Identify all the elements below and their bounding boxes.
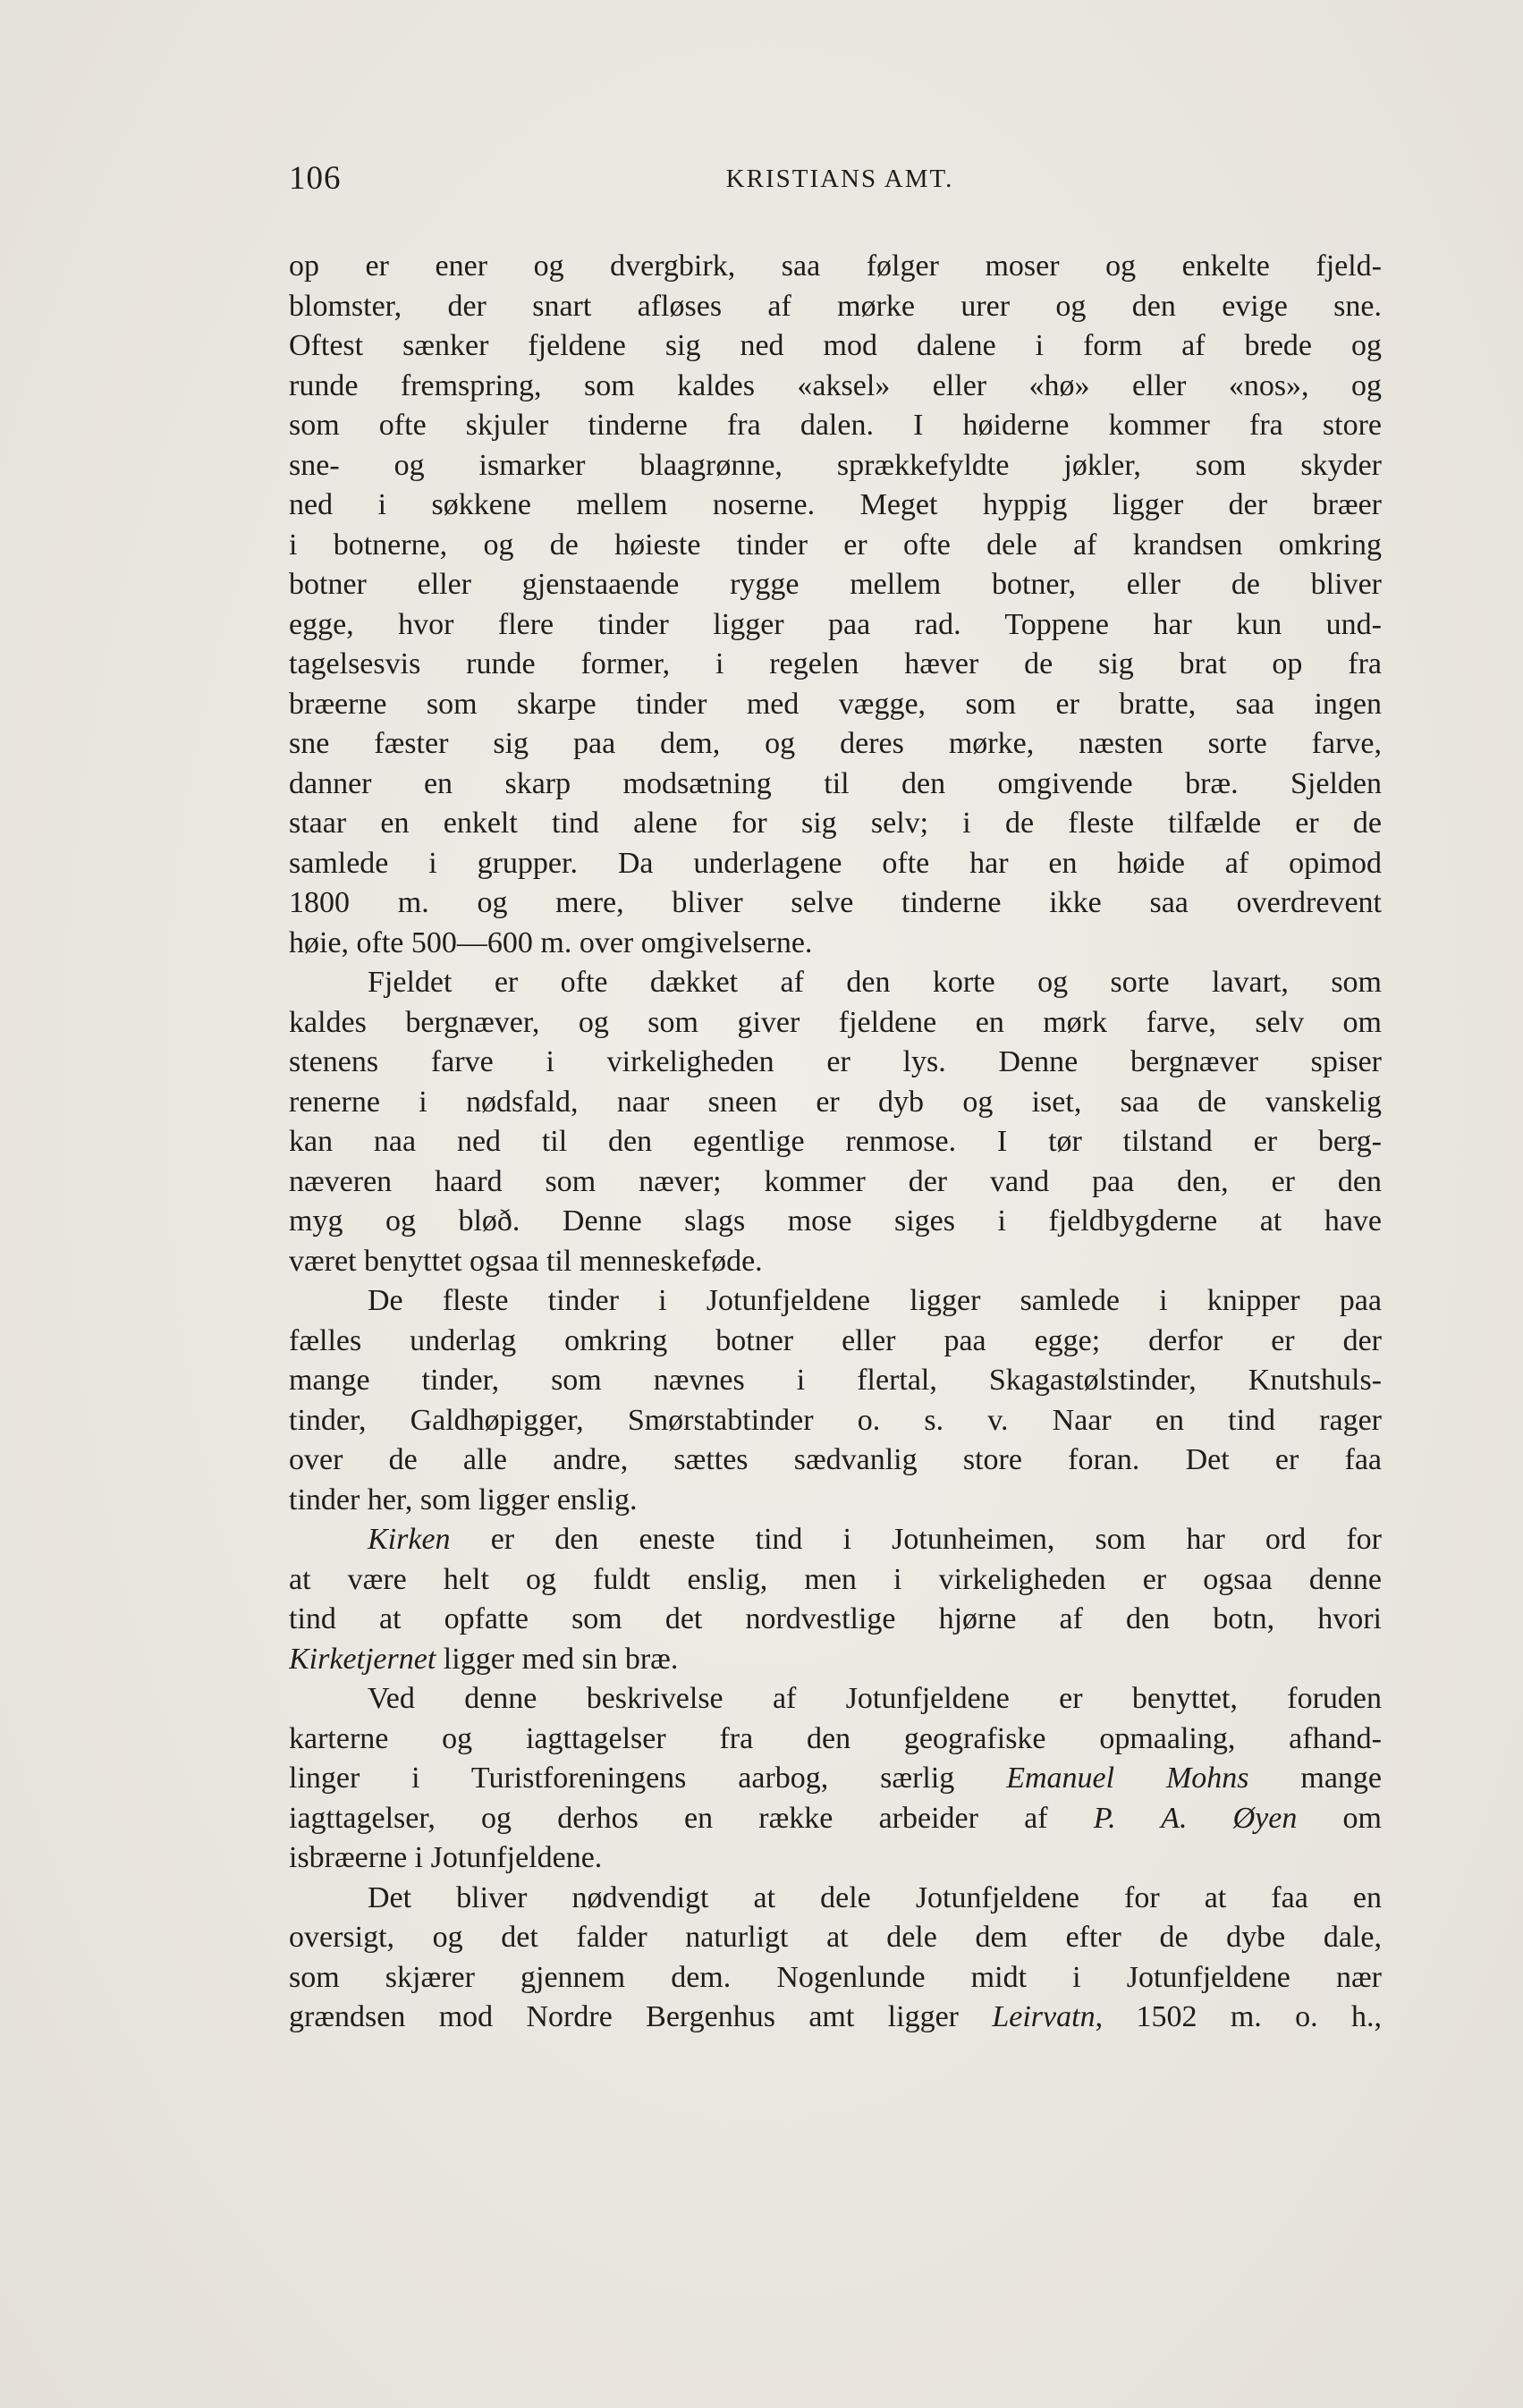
text-line: tinder, Galdhøpigger, Smørstabtinder o. s. v. Naar en tind rager <box>289 1403 1382 1437</box>
text-line: op er ener og dvergbirk, saa følger moser og enkelte fjeld- <box>289 249 1382 283</box>
text-line: mange tinder, som nævnes i flertal, Skagastølstinder, Knutshuls- <box>289 1364 1382 1397</box>
text-line: fælles underlag omkring botner eller paa egge; derfor er der <box>289 1323 1382 1357</box>
text-fragment: er den eneste tind i Jotunheimen, som har ord for <box>490 1523 1382 1556</box>
text-line: i botnerne, og de høieste tinder er ofte dele af krandsen omkring <box>289 528 1382 562</box>
text-fragment: mange <box>1300 1762 1382 1795</box>
text-line: tagelsesvis runde former, i regelen hæver de sig brat op fra <box>289 647 1382 680</box>
text-line <box>289 1520 1382 1560</box>
text-fragment: , 1502 m. o. h., <box>1095 2000 1382 2033</box>
text-line: tinder her, som ligger enslig. <box>289 1483 638 1517</box>
text-line: været benyttet ogsaa til menneskeføde. <box>289 1244 763 1278</box>
text-fragment: ligger med sin bræ. <box>443 1642 679 1676</box>
text-line: som skjærer gjennem dem. Nogenlunde midt i Jotunfjeldene nær <box>289 1960 1382 1994</box>
text-line: botner eller gjenstaaende rygge mellem botner, eller de bliver <box>289 568 1382 601</box>
text-line: Fjeldet er ofte dækket af den korte og sorte lavart, som <box>368 966 1382 999</box>
italic-kirken: Kirken <box>368 1523 451 1556</box>
text-line: næveren haard som næver; kommer der vand paa den, er den <box>289 1164 1382 1198</box>
text-line: isbræerne i Jotunfjeldene. <box>289 1841 603 1874</box>
text-line <box>289 1799 1382 1839</box>
text-line: karterne og iagttagelser fra den geografiske opmaaling, afhand- <box>289 1721 1382 1755</box>
text-line: danner en skarp modsætning til den omgivende bræ. Sjelden <box>289 766 1382 800</box>
text-line: egge, hvor flere tinder ligger paa rad. Toppene har kun und- <box>289 607 1382 641</box>
text-line: stenens farve i virkeligheden er lys. Denne bergnæver spiser <box>289 1045 1382 1078</box>
italic-kirketjernet: Kirketjernet <box>289 1642 436 1676</box>
text-line: 1800 m. og mere, bliver selve tinderne ikke saa overdrevent <box>289 886 1382 919</box>
italic-leirvatn: Leirvatn <box>992 2000 1096 2033</box>
text-line: høie, ofte 500—600 m. over omgivelserne. <box>289 925 813 959</box>
body-text <box>289 247 1382 2038</box>
text-fragment: grændsen mod Nordre Bergenhus amt ligger <box>289 2000 959 2033</box>
text-line: sne fæster sig paa dem, og deres mørke, næsten sorte farve, <box>289 727 1382 760</box>
text-line: sne- og ismarker blaagrønne, sprækkefyldte jøkler, som skyder <box>289 448 1382 482</box>
text-fragment: om <box>1342 1801 1382 1835</box>
text-line: ned i søkkene mellem noserne. Meget hyppig ligger der bræer <box>289 488 1382 521</box>
page-header <box>289 159 1391 204</box>
text-line: kaldes bergnæver, og som giver fjeldene en mørk farve, selv om <box>289 1005 1382 1039</box>
text-line: De fleste tinder i Jotunfjeldene ligger samlede i knipper paa <box>368 1284 1382 1317</box>
text-line: blomster, der snart afløses af mørke urer og den evige sne. <box>289 289 1382 323</box>
text-line: kan naa ned til den egentlige renmose. I tør tilstand er berg- <box>289 1125 1382 1158</box>
text-line: staar en enkelt tind alene for sig selv; i de fleste tilfælde er de <box>289 807 1382 840</box>
text-line: Ved denne beskrivelse af Jotunfjeldene er benyttet, foruden <box>368 1682 1382 1715</box>
text-line: Oftest sænker fjeldene sig ned mod dalene i form af brede og <box>289 329 1382 362</box>
text-line: tind at opfatte som det nordvestlige hjørne af den botn, hvori <box>289 1602 1382 1635</box>
text-line: oversigt, og det falder naturligt at dele dem efter de dybe dale, <box>289 1921 1382 1954</box>
text-fragment: linger i Turistforeningens aarbog, særlig <box>289 1762 955 1795</box>
text-line: at være helt og fuldt enslig, men i virkeligheden er ogsaa denne <box>289 1562 1382 1596</box>
text-line: Det bliver nødvendigt at dele Jotunfjeldene for at faa en <box>368 1880 1382 1914</box>
text-line <box>289 1998 1382 2038</box>
italic-emanuel-mohns: Emanuel Mohns <box>1006 1762 1249 1795</box>
text-line <box>289 1640 1382 1680</box>
text-line: som ofte skjuler tinderne fra dalen. I høiderne kommer fra store <box>289 409 1382 442</box>
page-number: 106 <box>289 160 342 197</box>
text-line: samlede i grupper. Da underlagene ofte har en høide af opimod <box>289 846 1382 880</box>
text-line: renerne i nødsfald, naar sneen er dyb og iset, saa de vanskelig <box>289 1085 1382 1119</box>
text-fragment: iagttagelser, og derhos en række arbeider af <box>289 1801 1048 1835</box>
text-line: myg og bløð. Denne slags mose siges i fjeldbygderne at have <box>289 1204 1382 1238</box>
text-line: over de alle andre, sættes sædvanlig store foran. Det er faa <box>289 1443 1382 1476</box>
text-line: runde fremspring, som kaldes «aksel» eller «hø» eller «nos», og <box>289 368 1382 402</box>
text-line <box>289 1759 1382 1799</box>
running-title: KRISTIANS AMT. <box>725 165 954 193</box>
text-line: bræerne som skarpe tinder med vægge, som er bratte, saa ingen <box>289 687 1382 721</box>
italic-p-a-oyen: P. A. Øyen <box>1093 1801 1298 1835</box>
